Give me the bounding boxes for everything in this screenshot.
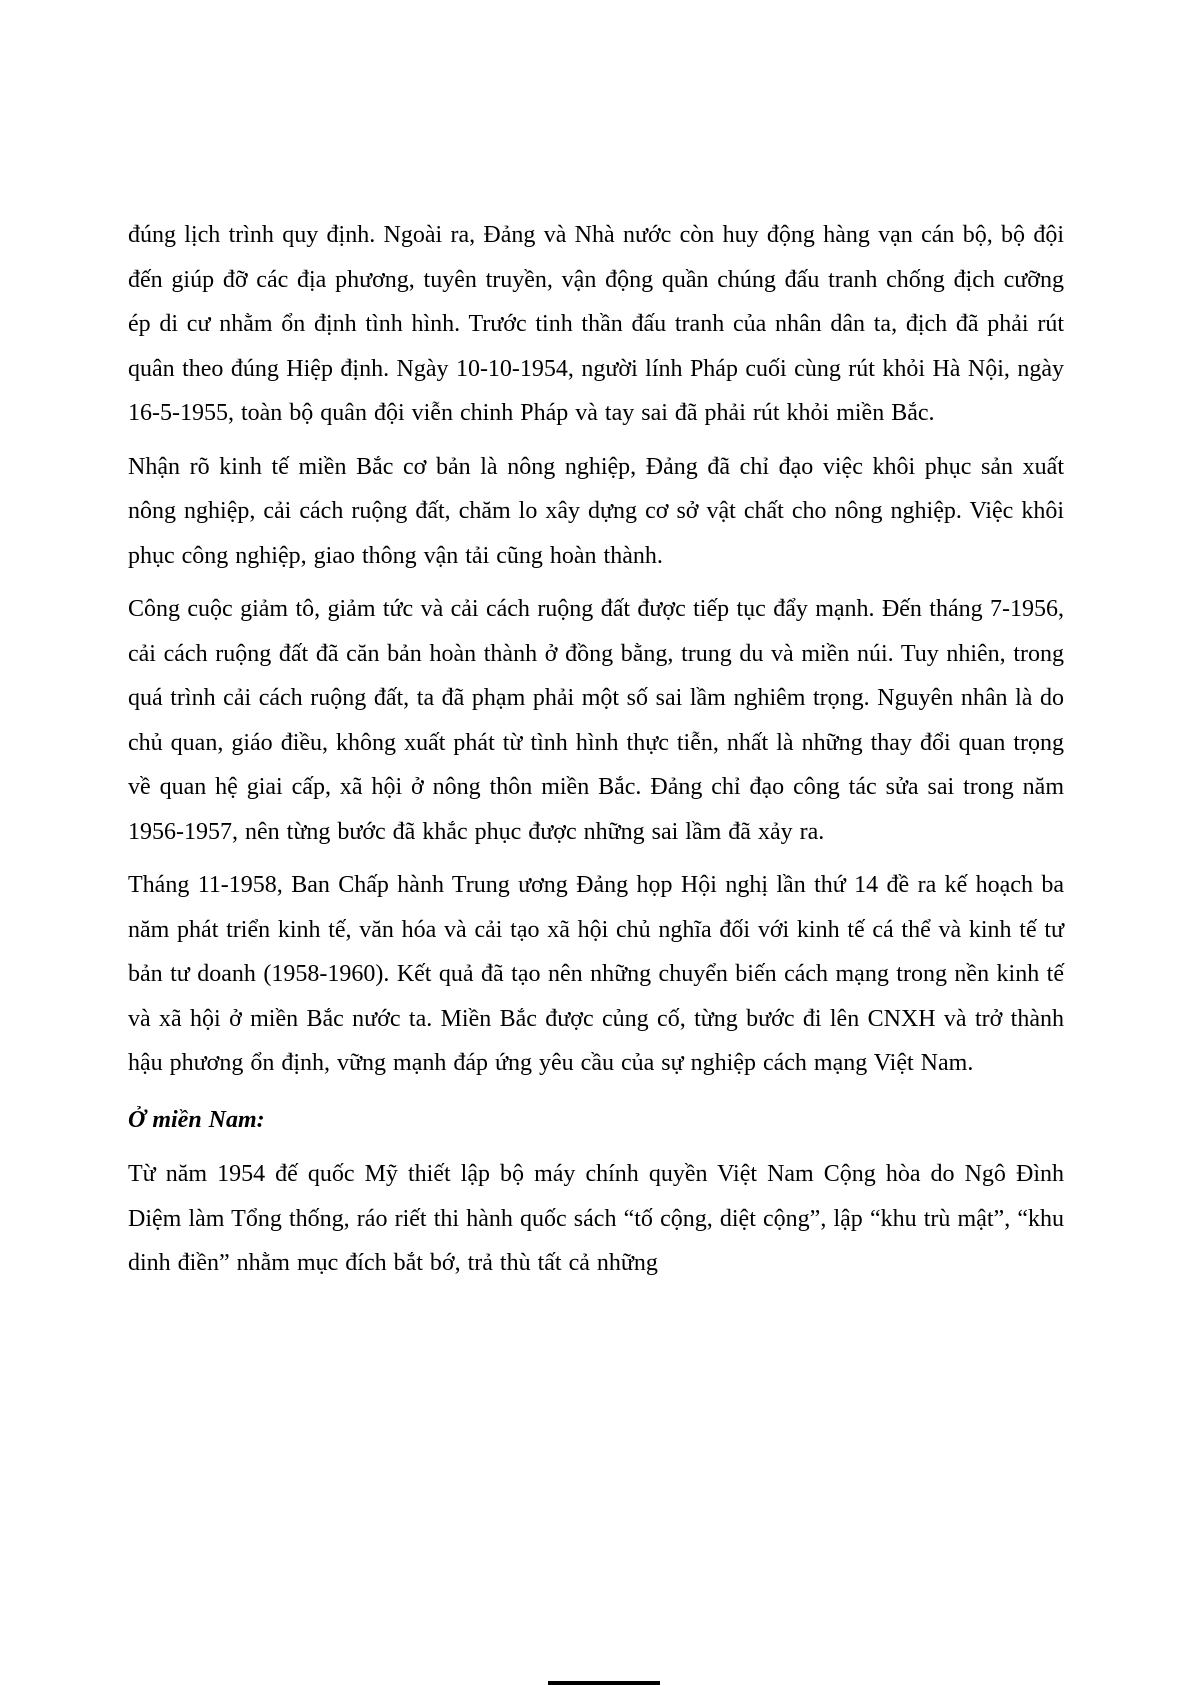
paragraph-south-regime: Từ năm 1954 đế quốc Mỹ thiết lập bộ máy chính quyền Việt Nam Cộng hòa do Ngô Đình Diệm làm Tổng thống, ráo riết thi hành quốc sách “tố cộng, diệt cộng”, lập “khu trù mật”, “khu dinh điền” nhằm mục đích bắt bớ, trả thù tất cả những	[128, 1161, 1064, 1276]
page-bottom-bar	[548, 1681, 660, 1685]
paragraph-land-reform: Công cuộc giảm tô, giảm tức và cải cách ruộng đất được tiếp tục đẩy mạnh. Đến tháng 7-1956, cải cách ruộng đất đã căn bản hoàn thành ở đồng bằng, trung du và miền núi. Tuy nhiên, trong quá trình cải cách ruộng đất, ta đã phạm phải một số sai lầm nghiêm trọng. Nguyên nhân là do chủ quan, giáo điều, không xuất phát từ tình hình thực tiễn, nhất là những thay đổi quan trọng về quan hệ giai cấp, xã hội ở nông thôn miền Bắc. Đảng chỉ đạo công tác sửa sai trong năm 1956-1957, nên từng bước đã khắc phục được những sai lầm đã xảy ra.	[128, 596, 1064, 845]
paragraph-troop-withdrawal: đúng lịch trình quy định. Ngoài ra, Đảng và Nhà nước còn huy động hàng vạn cán bộ, bộ đội đến giúp đỡ các địa phương, tuyên truyền, vận động quần chúng đấu tranh chống địch cưỡng ép di cư nhằm ổn định tình hình. Trước tinh thần đấu tranh của nhân dân ta, địch đã phải rút quân theo đúng Hiệp định. Ngày 10-10-1954, người lính Pháp cuối cùng rút khỏi Hà Nội, ngày 16-5-1955, toàn bộ quân đội viễn chinh Pháp và tay sai đã phải rút khỏi miền Bắc.	[128, 222, 1064, 426]
document-content	[128, 213, 1064, 1295]
section-heading-south: Ở miền Nam:	[128, 1106, 265, 1133]
paragraph-three-year-plan: Tháng 11-1958, Ban Chấp hành Trung ương Đảng họp Hội nghị lần thứ 14 đề ra kế hoạch ba năm phát triển kinh tế, văn hóa và cải tạo xã hội chủ nghĩa đối với kinh tế cá thể và kinh tế tư bản tư doanh (1958-1960). Kết quả đã tạo nên những chuyển biến cách mạng trong nền kinh tế và xã hội ở miền Bắc nước ta. Miền Bắc được củng cố, từng bước đi lên CNXH và trở thành hậu phương ổn định, vững mạnh đáp ứng yêu cầu của sự nghiệp cách mạng Việt Nam.	[128, 872, 1064, 1076]
paragraph-agriculture-recovery: Nhận rõ kinh tế miền Bắc cơ bản là nông nghiệp, Đảng đã chỉ đạo việc khôi phục sản xuất nông nghiệp, cải cách ruộng đất, chăm lo xây dựng cơ sở vật chất cho nông nghiệp. Việc khôi phục công nghiệp, giao thông vận tải cũng hoàn thành.	[128, 453, 1064, 569]
